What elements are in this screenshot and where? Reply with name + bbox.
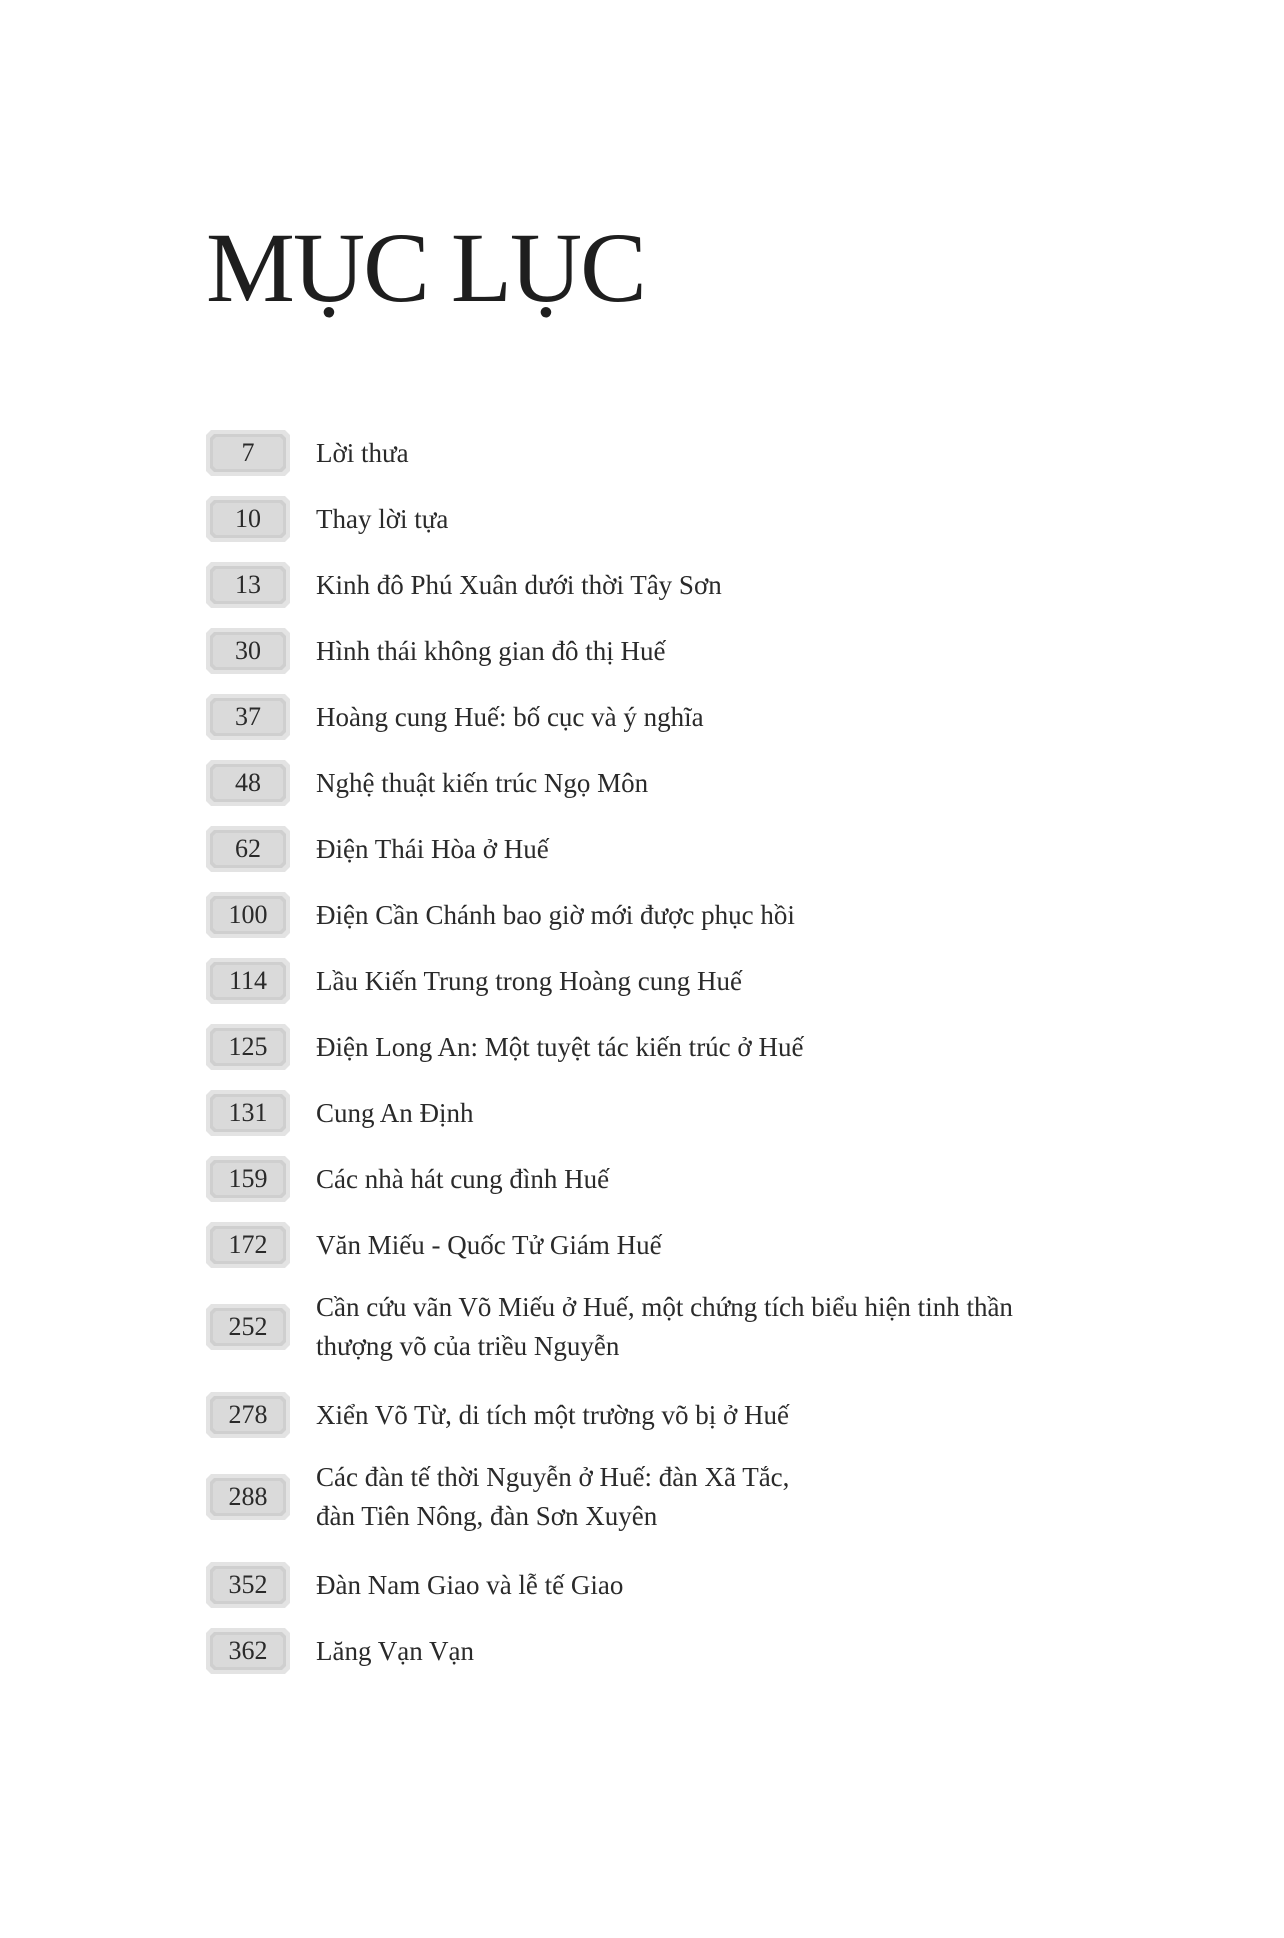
entry-title: Hình thái không gian đô thị Huế bbox=[316, 635, 666, 666]
entry-title: Xiển Võ Từ, di tích một trường võ bị ở Huế bbox=[316, 1399, 790, 1430]
entry-title bbox=[316, 1288, 1013, 1366]
toc-entry bbox=[206, 1288, 1206, 1366]
page-number: 100 bbox=[228, 900, 268, 929]
page-number-badge bbox=[206, 628, 290, 674]
page-number: 288 bbox=[228, 1482, 268, 1511]
page-number: 7 bbox=[241, 438, 255, 467]
page-number-badge bbox=[206, 430, 290, 476]
toc-entry bbox=[206, 562, 1206, 608]
entry-title: Các nhà hát cung đình Huế bbox=[316, 1163, 610, 1194]
toc-entry bbox=[206, 628, 1206, 674]
page-number-badge bbox=[206, 958, 290, 1004]
page-number: 131 bbox=[228, 1098, 268, 1127]
page-number: 172 bbox=[228, 1230, 268, 1259]
page-number-badge bbox=[206, 1156, 290, 1202]
entry-title: Lầu Kiến Trung trong Hoàng cung Huế bbox=[316, 965, 742, 996]
toc-entry bbox=[206, 1458, 1206, 1536]
toc-entry bbox=[206, 1024, 1206, 1070]
entry-title: Văn Miếu - Quốc Tử Giám Huế bbox=[316, 1229, 662, 1260]
toc-entry bbox=[206, 1562, 1206, 1608]
entry-title: Điện Cần Chánh bao giờ mới được phục hồi bbox=[316, 899, 795, 930]
entry-title bbox=[316, 1458, 789, 1536]
toc-entry bbox=[206, 694, 1206, 740]
page-number: 159 bbox=[228, 1164, 268, 1193]
page-number-badge bbox=[206, 694, 290, 740]
entry-title: Đàn Nam Giao và lễ tế Giao bbox=[316, 1569, 624, 1600]
entry-title: Thay lời tựa bbox=[316, 503, 449, 534]
entry-title: Kinh đô Phú Xuân dưới thời Tây Sơn bbox=[316, 569, 722, 600]
page-number-badge bbox=[206, 1628, 290, 1674]
page-number-badge bbox=[206, 760, 290, 806]
entry-title: Cung An Định bbox=[316, 1097, 474, 1128]
toc-entry bbox=[206, 760, 1206, 806]
entry-title: Nghệ thuật kiến trúc Ngọ Môn bbox=[316, 767, 649, 798]
entry-title: Hoàng cung Huế: bố cục và ý nghĩa bbox=[316, 701, 704, 732]
page-number: 62 bbox=[235, 834, 261, 863]
entry-title: Điện Thái Hòa ở Huế bbox=[316, 833, 549, 864]
page-number: 10 bbox=[235, 504, 261, 533]
toc-entry bbox=[206, 1156, 1206, 1202]
entry-title-line: thượng võ của triều Nguyễn bbox=[316, 1331, 620, 1361]
page-number-badge bbox=[206, 1090, 290, 1136]
page-number-badge bbox=[206, 496, 290, 542]
page-number-badge bbox=[206, 1024, 290, 1070]
page-number: 252 bbox=[228, 1312, 268, 1341]
table-of-contents bbox=[206, 430, 1206, 1694]
toc-entry bbox=[206, 1222, 1206, 1268]
entry-title: Lời thưa bbox=[316, 437, 409, 468]
toc-entry bbox=[206, 496, 1206, 542]
page-number: 48 bbox=[235, 768, 261, 797]
toc-entry bbox=[206, 430, 1206, 476]
toc-entry bbox=[206, 826, 1206, 872]
page-number: 114 bbox=[228, 966, 268, 995]
page-number-badge bbox=[206, 892, 290, 938]
page-number-badge bbox=[206, 562, 290, 608]
page-number: 125 bbox=[228, 1032, 268, 1061]
page-number-badge bbox=[206, 1304, 290, 1350]
toc-entry bbox=[206, 958, 1206, 1004]
page-number: 278 bbox=[228, 1400, 268, 1429]
page-number: 30 bbox=[235, 636, 261, 665]
entry-title-line: đàn Tiên Nông, đàn Sơn Xuyên bbox=[316, 1501, 658, 1531]
entry-title: Điện Long An: Một tuyệt tác kiến trúc ở Huế bbox=[316, 1031, 804, 1062]
page-title: MỤC LỤC bbox=[206, 212, 645, 323]
page-number: 362 bbox=[228, 1636, 268, 1665]
entry-title: Lăng Vạn Vạn bbox=[316, 1635, 474, 1666]
entry-title-line: Cần cứu vãn Võ Miếu ở Huế, một chứng tích biểu hiện tinh thần bbox=[316, 1292, 1013, 1322]
page-number-badge bbox=[206, 1392, 290, 1438]
toc-entry bbox=[206, 1090, 1206, 1136]
page-number-badge bbox=[206, 1562, 290, 1608]
toc-entry bbox=[206, 1628, 1206, 1674]
page-number-badge bbox=[206, 1222, 290, 1268]
page-number: 13 bbox=[235, 570, 261, 599]
toc-entry bbox=[206, 892, 1206, 938]
toc-entry bbox=[206, 1392, 1206, 1438]
page-number: 37 bbox=[235, 702, 261, 731]
page-number-badge bbox=[206, 826, 290, 872]
page-number: 352 bbox=[228, 1570, 268, 1599]
entry-title-line: Các đàn tế thời Nguyễn ở Huế: đàn Xã Tắc, bbox=[316, 1462, 790, 1492]
page-number-badge bbox=[206, 1474, 290, 1520]
